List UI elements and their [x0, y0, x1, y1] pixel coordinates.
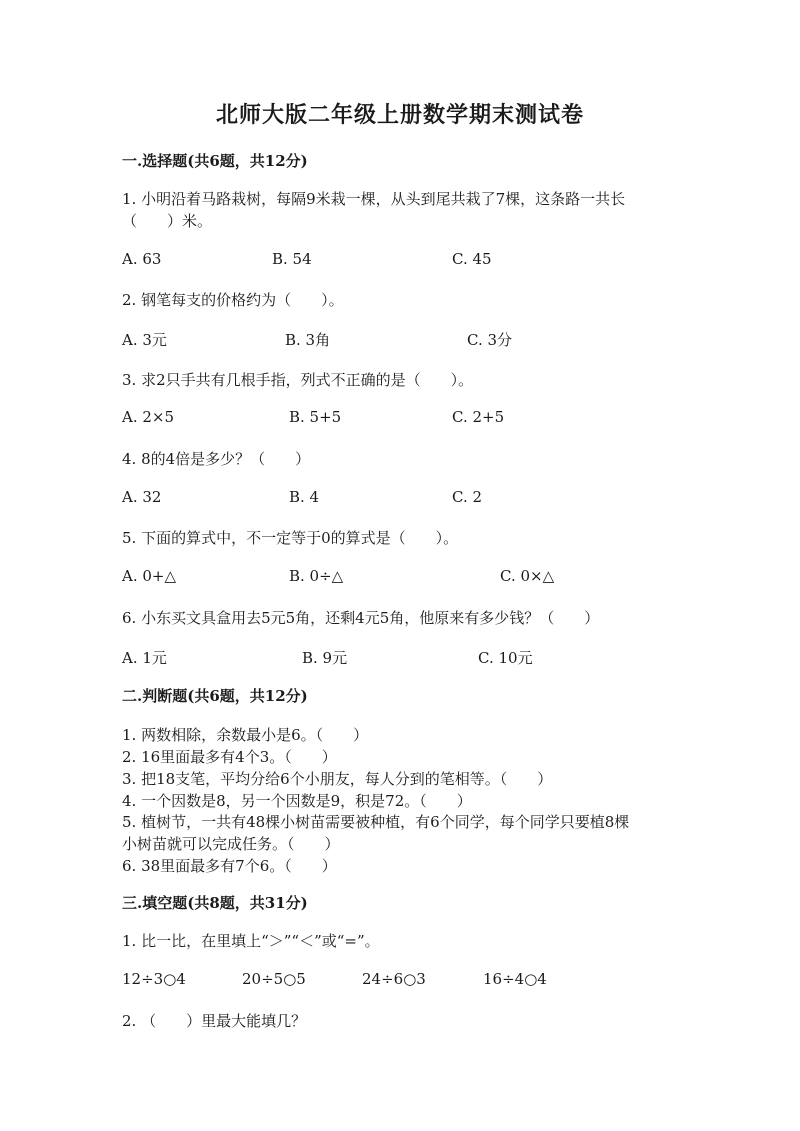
option-c: C. 45	[452, 250, 492, 268]
option-b: B. 5+5	[289, 408, 342, 426]
option-b: B. 54	[272, 250, 312, 268]
option-c: C. 0×△	[500, 567, 555, 585]
option-c: C. 10元	[478, 649, 533, 667]
statement-line: 5. 植树节，一共有48棵小树苗需要被种植，有6个同学，每个同学只要植8棵	[122, 813, 630, 831]
statement-line: 2. 16里面最多有4个3。（ ）	[122, 748, 337, 766]
option-a: A. 3元	[122, 331, 167, 349]
statement-line: 3. 把18支笔，平均分给6个小朋友，每人分到的笔相等。（ ）	[122, 770, 553, 788]
option-b: B. 9元	[302, 649, 348, 667]
option-b: B. 4	[289, 488, 320, 506]
page-title: 北师大版二年级上册数学期末测试卷	[215, 102, 584, 128]
option-b: B. 3角	[285, 331, 331, 349]
option-b: B. 0÷△	[289, 567, 344, 585]
question-text: 1. 比一比，在里填上“＞”“＜”或“=”。	[122, 932, 380, 950]
option-c: C. 2+5	[452, 408, 505, 426]
question-text: 2. （ ）里最大能填几？	[122, 1012, 307, 1030]
question-text: 2. 钢笔每支的价格约为（ ）。	[122, 291, 344, 309]
question-text: （ ）米。	[122, 212, 213, 230]
statement-line: 小树苗就可以完成任务。（ ）	[122, 835, 340, 853]
question-text: 3. 求2只手共有几根手指，列式不正确的是（ ）。	[122, 371, 474, 389]
option-a: A. 32	[122, 488, 162, 506]
option-a: A. 1元	[122, 649, 167, 667]
compare-item: 12÷3○4	[122, 970, 186, 988]
option-a: A. 0+△	[122, 567, 177, 585]
statement-line: 1. 两数相除，余数最小是6。（ ）	[122, 726, 369, 744]
option-a: A. 63	[122, 250, 162, 268]
compare-item: 20÷5○5	[242, 970, 306, 988]
question-text: 6. 小东买文具盒用去5元5角，还剩4元5角，他原来有多少钱？（ ）	[122, 609, 600, 627]
compare-item: 16÷4○4	[483, 970, 547, 988]
section-heading-choice: 一.选择题(共6题，共12分)	[122, 152, 308, 170]
question-text: 5. 下面的算式中，不一定等于0的算式是（ ）。	[122, 529, 459, 547]
option-c: C. 3分	[467, 331, 513, 349]
section-heading-fill: 三.填空题(共8题，共31分)	[122, 894, 308, 912]
option-c: C. 2	[452, 488, 483, 506]
question-text: 1. 小明沿着马路栽树，每隔9米栽一棵，从头到尾共栽了7棵，这条路一共长	[122, 190, 626, 208]
question-text: 4. 8的4倍是多少？（ ）	[122, 450, 311, 468]
statement-line: 4. 一个因数是8，另一个因数是9，积是72。（ ）	[122, 792, 472, 810]
option-a: A. 2×5	[122, 408, 175, 426]
section-heading-judgement: 二.判断题(共6题，共12分)	[122, 687, 308, 705]
statement-line: 6. 38里面最多有7个6。（ ）	[122, 857, 337, 875]
compare-item: 24÷6○3	[362, 970, 426, 988]
